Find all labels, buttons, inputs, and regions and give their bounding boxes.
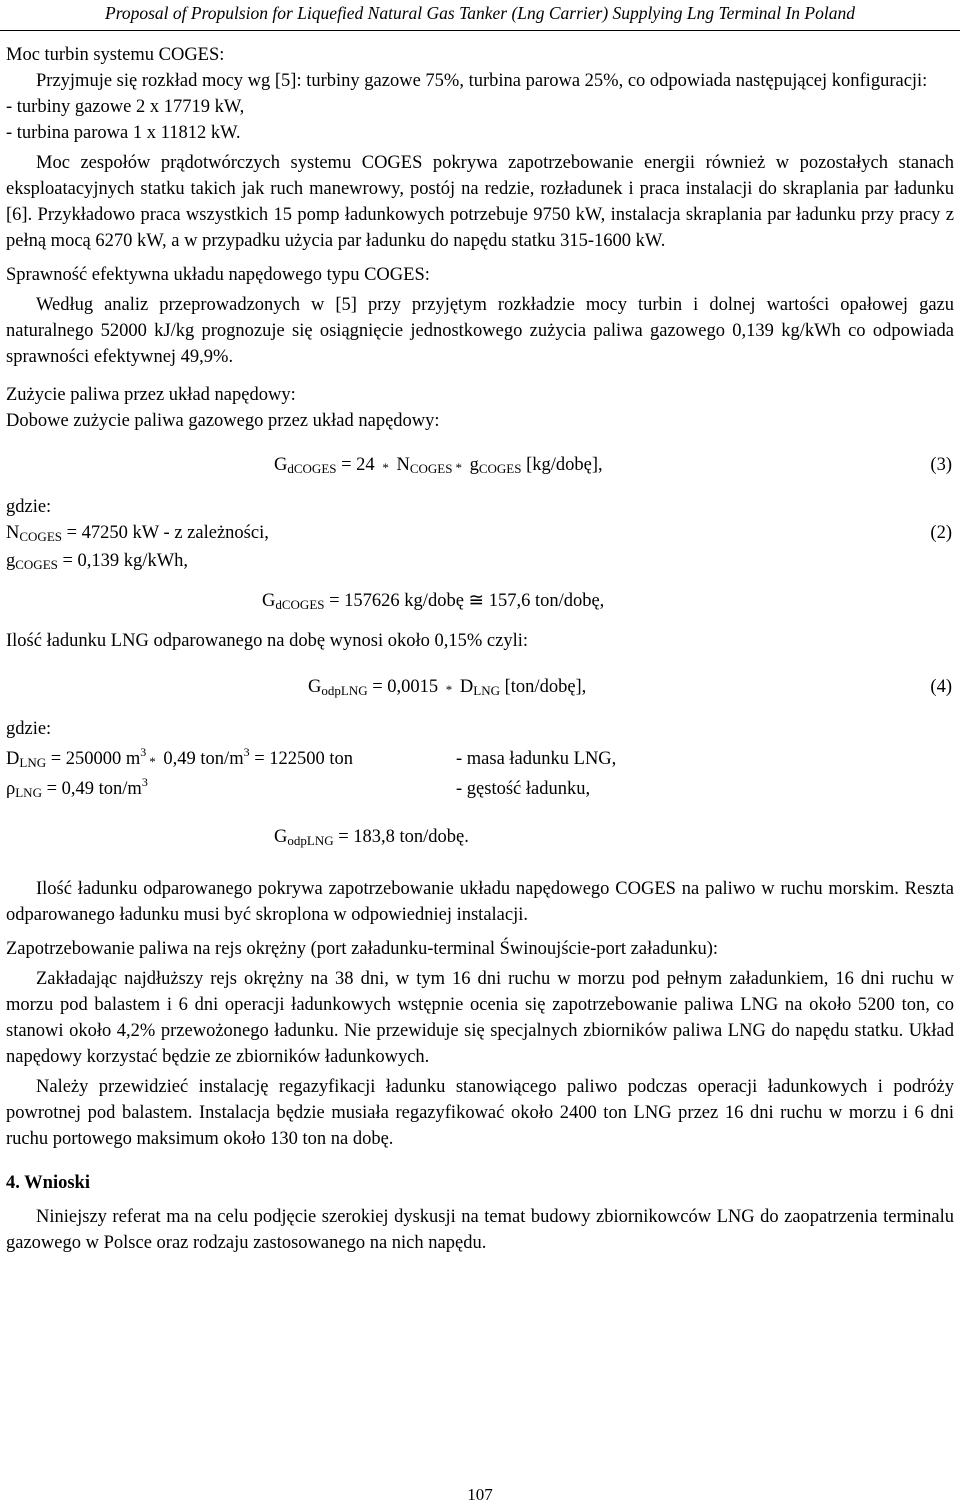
heading-conclusions: 4. Wnioski [6,1173,90,1193]
section-title-efficiency: Sprawność efektywna układu napędowego typu COGES: [6,265,430,285]
equation-4: $G_{odpLNG} = 0,0015 * D_{LNG}$ [ton/dobę], (4) [6,674,954,704]
paragraph-round-trip: Zakładając najdłuższy rejs okrężny na 38 dni, w tym 16 dni ruchu w morzu pod pełnym załadunkiem, 16 dni ruchu w morzu pod balastem i 6 dni operacji ładunkowych wstępnie ocenia się zapotrzebowanie paliwa LNG na około 5200 ton, co stanowi około 4,2% przewożonego ładunku. Nie przewiduje się specjalnych zbiorników paliwa LNG do napędu statku. Układ napędowy korzystać będzie ze zbiorników ładunkowych. [6,969,954,1067]
paragraph-boiloff-intro: Ilość ładunku LNG odparowanego na dobę wynosi około 0,15% czyli: [6,631,529,651]
result-g-odplng: $G_{odpLNG} = 183,8$ ton/dobę. [274,827,469,848]
list-item-gas-turbines: - turbiny gazowe 2 x 17719 kW, [6,97,245,117]
equation-3-formula: $G_{dCOGES} = 24 * N_{COGES} * g_{COGES}$ [kg/dobę], [274,455,603,476]
approx-symbol: ≅ [468,591,485,611]
list-item-steam-turbine: - turbina parowa 1 x 11812 kW. [6,123,241,143]
paragraph-generator-power: Moc zespołów prądotwórczych systemu COGES pokrywa zapotrzebowanie energii również w pozostałych stanach eksploatacyjnych statku takich jak ruch manewrowy, postój na redzie, rozładunek i praca instalacji do skraplania par ładunku [6]. Przykładowo praca wszystkich 15 pomp ładunkowych potrzebuje 9750 kW, instalacja skraplania par ładunku przy pracy z pełną mocą 6270 kW, a w przypadku użycia par ładunku do napędu statku 315-1600 kW. [6,153,954,251]
label-gdzie-1: gdzie: [6,497,52,517]
section-title-round-trip: Zapotrzebowanie paliwa na rejs okrężny (port załadunku-terminal Świnoujście-port załadunku): [6,939,718,959]
page-content [6,42,954,1256]
definition-g-coges: $g_{COGES} = 0,139$ kg/kWh, [6,551,189,572]
result-g-dcoges: $G_{dCOGES} = 157626$ kg/dobę ≅ 157,6 ton/dobę, [262,591,605,612]
definition-n-coges: $N_{COGES} = 47250$ kW - z zależności, (2) [6,520,954,548]
equation-3-number: (3) [930,455,952,475]
paragraph-regasification: Należy przewidzieć instalację regazyfikacji ładunku stanowiącego paliwo podczas operacji ładunkowych i podróży powrotnej pod balastem. Instalacja będzie musiała regazyfikować około 2400 ton LNG przez 16 dni ruchu w morzu i 6 dni ruchu portowego maksimum około 130 ton na dobę. [6,1077,954,1149]
page-number: 107 [467,1485,493,1504]
section-title-fuel-consumption: Zużycie paliwa przez układ napędowy: [6,385,296,405]
paragraph-boiloff-coverage: Ilość ładunku odparowanego pokrywa zapotrzebowanie układu napędowego COGES na paliwo w ruchu morskim. Reszta odparowanego ładunku musi być skroplona w odpowiedniej instalacji. [6,879,954,925]
paragraph-conclusions: Niniejszy referat ma na celu podjęcie szerokiej dyskusji na temat budowy zbiornikowców LNG do zaopatrzenia terminalu gazowego w Polsce oraz rodzaju zastosowanego na nich napędu. [6,1207,954,1253]
equation-3 [6,452,954,482]
section-title-turbine-power: Moc turbin systemu COGES: [6,45,225,65]
paragraph-power-split: Przyjmuje się rozkład mocy wg [5]: turbiny gazowe 75%, turbina parowa 25%, co odpowiada następującej konfiguracji: [36,71,928,91]
definition-rho-lng: $\rho_{LNG} = 0,49$ ton/$m^3$ - gęstość ładunku, [6,775,591,800]
label-gdzie-2: gdzie: [6,719,52,739]
equation-4-number: (4) [930,677,952,697]
subtitle-daily-consumption: Dobowe zużycie paliwa gazowego przez układ napędowy: [6,411,440,431]
running-header: Proposal of Propulsion for Liquefied Natural Gas Tanker (Lng Carrier) Supplying Lng Terminal In Poland [0,0,960,31]
equation-2-number: (2) [930,523,952,543]
definition-d-lng: $D_{LNG} = 250000$ $m^3*$ 0,49 ton/$m^3 = 122500$ ton - masa ładunku LNG, [6,745,617,770]
paragraph-efficiency: Według analiz przeprowadzonych w [5] przy przyjętym rozkładzie mocy turbin i dolnej wartości opałowej gazu naturalnego 52000 kJ/kg prognozuje się osiągnięcie jednostkowego zużycia paliwa gazowego 0,139 kg/kWh co odpowiada sprawności efektywnej 49,9%. [6,295,954,367]
